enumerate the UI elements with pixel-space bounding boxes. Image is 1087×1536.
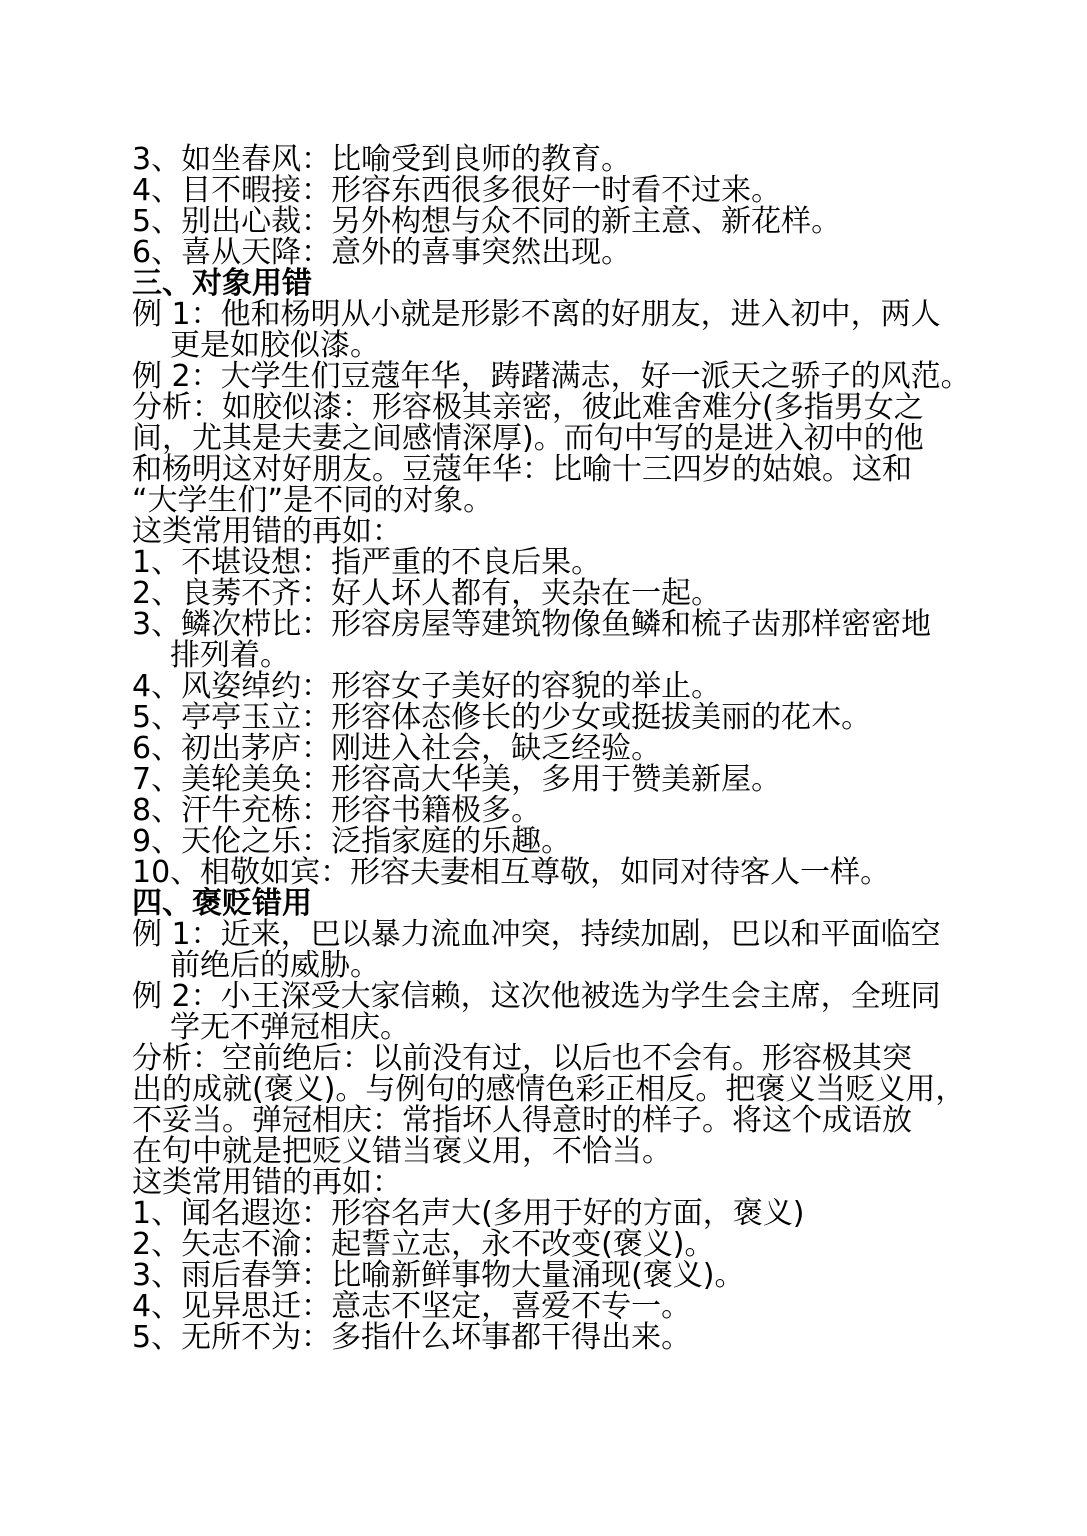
list-item: 4、见异思迁：意志不坚定，喜爱不专一。	[132, 1289, 692, 1324]
list-item: 1、闻名遐迩：形容名声大(多用于好的方面，褒义)	[132, 1196, 805, 1231]
section-heading-3: 三、对象用错	[132, 266, 312, 301]
intro-line: 这类常用错的再如：	[132, 1165, 402, 1200]
list-item: 2、良莠不齐：好人坏人都有，夹杂在一起。	[132, 576, 722, 611]
list-item: 5、亭亭玉立：形容体态修长的少女或挺拔美丽的花木。	[132, 700, 872, 735]
analysis-line: 分析：空前绝后：以前没有过，以后也不会有。形容极其突	[132, 1041, 912, 1076]
example-line-continued: 学无不弹冠相庆。	[170, 1010, 410, 1045]
analysis-line: 出的成就(褒义)。与例句的感情色彩正相反。把褒义当贬义用，	[132, 1072, 966, 1107]
example-line: 例 1：近来，巴以暴力流血冲突，持续加剧，巴以和平面临空	[132, 917, 941, 952]
list-item: 8、汗牛充栋：形容书籍极多。	[132, 793, 542, 828]
list-item: 6、初出茅庐：刚进入社会，缺乏经验。	[132, 731, 662, 766]
list-item: 10、相敬如宾：形容夫妻相互尊敬，如同对待客人一样。	[132, 855, 891, 890]
analysis-line: 和杨明这对好朋友。豆蔻年华：比喻十三四岁的姑娘。这和	[132, 452, 912, 487]
list-item: 6、喜从天降：意外的喜事突然出现。	[132, 235, 632, 270]
list-item: 9、天伦之乐：泛指家庭的乐趣。	[132, 824, 572, 859]
list-item: 2、矢志不渝：起誓立志，永不改变(褒义)。	[132, 1227, 715, 1262]
analysis-line: 不妥当。弹冠相庆：常指坏人得意时的样子。将这个成语放	[132, 1103, 912, 1138]
example-line-continued: 前绝后的威胁。	[170, 948, 380, 983]
example-line-continued: 更是如胶似漆。	[170, 328, 380, 363]
list-item: 3、雨后春笋：比喻新鲜事物大量涌现(褒义)。	[132, 1258, 745, 1293]
list-item: 7、美轮美奂：形容高大华美，多用于赞美新屋。	[132, 762, 782, 797]
document-page	[132, 144, 1022, 1353]
list-item: 4、风姿绰约：形容女子美好的容貌的举止。	[132, 669, 722, 704]
section-heading-4: 四、褒贬错用	[132, 886, 312, 921]
list-item: 5、别出心裁：另外构想与众不同的新主意、新花样。	[132, 204, 842, 239]
example-line: 例 1：他和杨明从小就是形影不离的好朋友，进入初中，两人	[132, 297, 941, 332]
intro-line: 这类常用错的再如：	[132, 514, 402, 549]
example-line: 例 2：大学生们豆蔻年华，踌躇满志，好一派天之骄子的风范。	[132, 359, 971, 394]
analysis-line: 间，尤其是夫妻之间感情深厚)。而句中写的是进入初中的他	[132, 421, 924, 456]
example-line: 例 2：小王深受大家信赖，这次他被选为学生会主席，全班同	[132, 979, 941, 1014]
list-item: 1、不堪设想：指严重的不良后果。	[132, 545, 602, 580]
list-item: 3、如坐春风：比喻受到良师的教育。	[132, 142, 632, 177]
list-item-continued: 排列着。	[170, 638, 290, 673]
analysis-line: 分析：如胶似漆：形容极其亲密，彼此难舍难分(多指男女之	[132, 390, 924, 425]
analysis-line: “大学生们”是不同的对象。	[132, 483, 494, 518]
list-item: 3、鳞次栉比：形容房屋等建筑物像鱼鳞和梳子齿那样密密地	[132, 607, 932, 642]
list-item: 4、目不暇接：形容东西很多很好一时看不过来。	[132, 173, 782, 208]
analysis-line: 在句中就是把贬义错当褒义用，不恰当。	[132, 1134, 672, 1169]
list-item: 5、无所不为：多指什么坏事都干得出来。	[132, 1320, 692, 1355]
